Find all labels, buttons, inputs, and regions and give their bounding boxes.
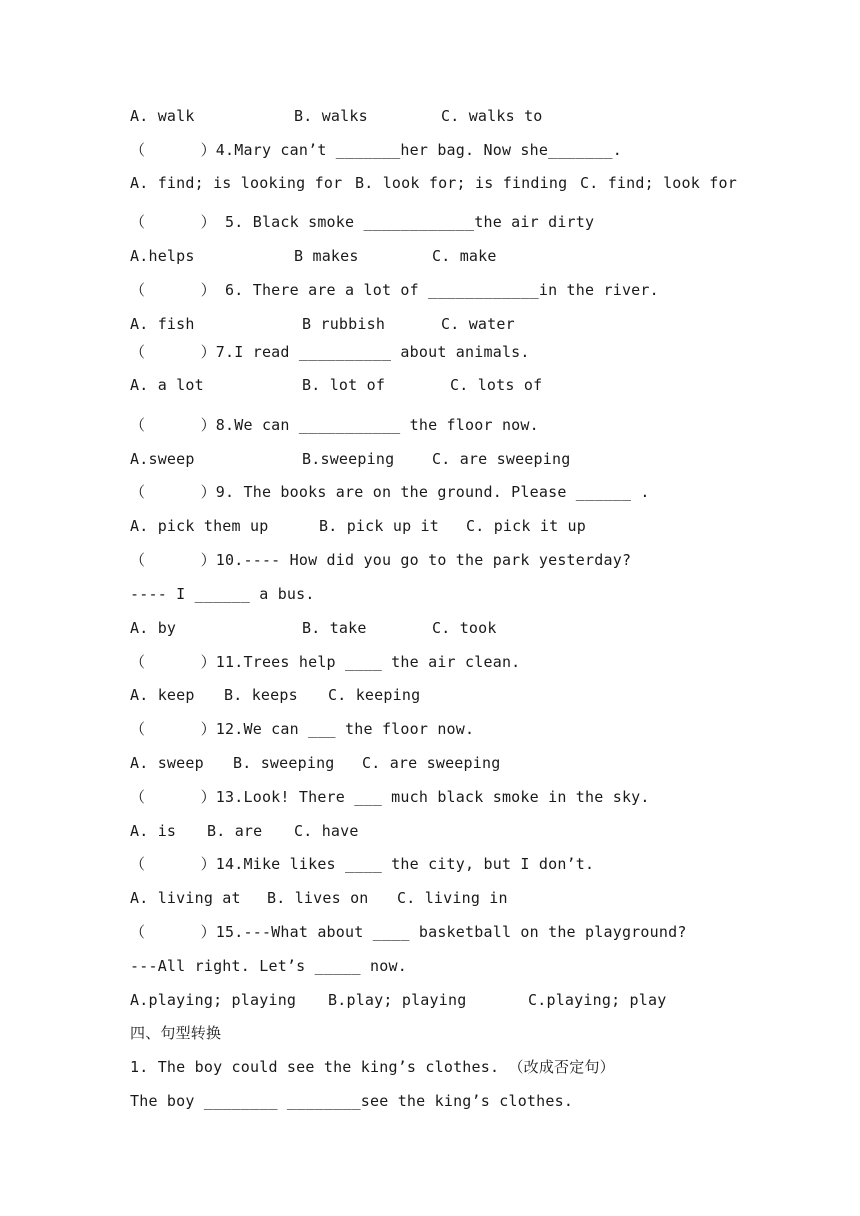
line-q10_b: ---- I ______ a bus. — [130, 585, 315, 603]
option-q5_opts-b: B makes — [294, 247, 359, 265]
option-q15_opts-c: C.playing; play — [528, 991, 667, 1009]
option-q15_opts-b: B.play; playing — [328, 991, 467, 1009]
option-q14_opts-a: A. living at — [130, 889, 241, 907]
line-q8: （ ）8.We can ___________ the floor now. — [130, 416, 539, 434]
option-q5_opts-a: A.helps — [130, 247, 195, 265]
option-q7_opts-c: C. lots of — [450, 376, 543, 394]
option-q6_opts-b: B rubbish — [302, 315, 386, 333]
line-q13: （ ）13.Look! There ___ much black smoke in the sky. — [130, 788, 650, 806]
option-q14_opts-b: B. lives on — [267, 889, 369, 907]
line-q7: （ ）7.I read __________ about animals. — [130, 343, 530, 361]
option-q10_opts-c: C. took — [432, 619, 497, 637]
option-q9_opts-a: A. pick them up — [130, 517, 269, 535]
option-q6_opts-a: A. fish — [130, 315, 195, 333]
option-q14_opts-c: C. living in — [397, 889, 508, 907]
option-q13_opts-c: C. have — [294, 822, 359, 840]
option-q7_opts-a: A. a lot — [130, 376, 204, 394]
option-q7_opts-b: B. lot of — [302, 376, 386, 394]
line-s1_ans: The boy ________ ________see the king’s clothes. — [130, 1092, 574, 1110]
line-q10: （ ）10.---- How did you go to the park yesterday? — [130, 551, 632, 569]
option-q4_opts-a: A. find; is looking for — [130, 174, 343, 192]
line-q11: （ ）11.Trees help ____ the air clean. — [130, 653, 521, 671]
line-q5: （ ） 5. Black smoke ____________the air dirty — [130, 213, 595, 231]
option-q9_opts-b: B. pick up it — [319, 517, 439, 535]
line-q14: （ ）14.Mike likes ____ the city, but I don’t. — [130, 855, 595, 873]
option-q10_opts-a: A. by — [130, 619, 177, 637]
option-q5_opts-c: C. make — [432, 247, 497, 265]
option-q6_opts-c: C. water — [441, 315, 515, 333]
option-q3_opts-a: A. walk — [130, 107, 195, 125]
option-q11_opts-b: B. keeps — [224, 686, 298, 704]
option-q12_opts-b: B. sweeping — [233, 754, 335, 772]
option-q8_opts-a: A.sweep — [130, 450, 195, 468]
line-q12: （ ）12.We can ___ the floor now. — [130, 720, 475, 738]
option-q4_opts-c: C. find; look for — [580, 174, 737, 192]
option-q3_opts-b: B. walks — [294, 107, 368, 125]
line-s1: 1. The boy could see the king’s clothes. （改成否定句） — [130, 1058, 615, 1076]
line-q15: （ ）15.---What about ____ basketball on the playground? — [130, 923, 687, 941]
line-q4: （ ）4.Mary can’t _______her bag. Now she_______. — [130, 141, 622, 159]
line-q9: （ ）9. The books are on the ground. Please ______ . — [130, 483, 650, 501]
line-q15_b: ---All right. Let’s _____ now. — [130, 957, 407, 975]
option-q10_opts-b: B. take — [302, 619, 367, 637]
option-q15_opts-a: A.playing; playing — [130, 991, 297, 1009]
option-q12_opts-a: A. sweep — [130, 754, 204, 772]
line-q6: （ ） 6. There are a lot of ____________in the river. — [130, 281, 659, 299]
option-q12_opts-c: C. are sweeping — [362, 754, 501, 772]
option-q11_opts-a: A. keep — [130, 686, 195, 704]
option-q8_opts-c: C. are sweeping — [432, 450, 571, 468]
option-q13_opts-b: B. are — [207, 822, 263, 840]
option-q8_opts-b: B.sweeping — [302, 450, 395, 468]
option-q4_opts-b: B. look for; is finding — [355, 174, 568, 192]
option-q3_opts-c: C. walks to — [441, 107, 543, 125]
option-q9_opts-c: C. pick it up — [466, 517, 586, 535]
line-section4: 四、句型转换 — [130, 1024, 222, 1042]
option-q13_opts-a: A. is — [130, 822, 177, 840]
option-q11_opts-c: C. keeping — [328, 686, 421, 704]
